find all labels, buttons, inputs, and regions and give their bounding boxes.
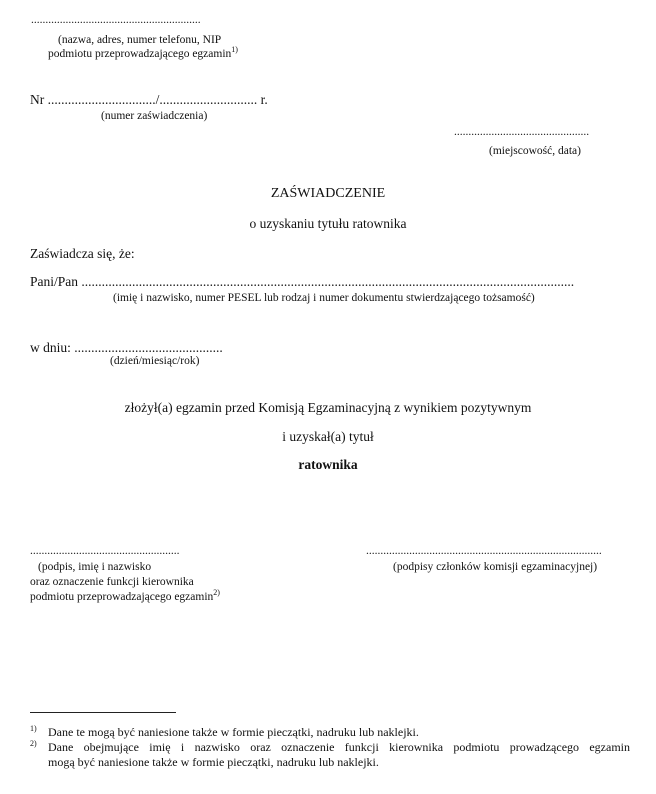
signature-left-line3: podmiotu przeprowadzającego egzamin$^{2)}$ (30, 588, 220, 603)
exam-statement: złożył(a) egzamin przed Komisją Egzaminacyjną z wynikiem pozytywnym (124, 400, 532, 415)
footnote-2-number: 2) (30, 739, 37, 748)
signature-right-dots: .................................................................................. (366, 545, 602, 557)
footnote-2-text-cont: mogą być naniesione także w formie pieczątki, nadruku lub naklejki. (48, 755, 379, 769)
place-date-label: (miejscowość, data) (489, 145, 581, 157)
footnote-1-text: Dane te mogą być naniesione także w formie pieczątki, nadruku lub naklejki. (48, 725, 419, 739)
rank-name: ratownika (298, 457, 358, 472)
certificate-number-label: (numer zaświadczenia) (101, 110, 208, 122)
person-label: (imię i nazwisko, numer PESEL lub rodzaj i numer dokumentu stwierdzającego tożsamość) (113, 292, 535, 304)
footnote-1-number: 1) (30, 724, 37, 733)
person-line: Pani/Pan .................................................................................................................................................. (30, 274, 575, 289)
footnote-ref-2: 2) (213, 588, 220, 598)
exam-date-line: w dniu: ............................................ (30, 340, 223, 355)
exam-date-label: (dzień/miesiąc/rok) (110, 355, 200, 367)
signature-left-line1: (podpis, imię i nazwisko (38, 561, 152, 573)
document-title: ZAŚWIADCZENIE (270, 186, 386, 201)
signature-left-line2: oraz oznaczenie funkcji kierownika (30, 576, 194, 588)
document-subtitle: o uzyskaniu tytułu ratownika (249, 216, 407, 231)
entity-dots: ........................................................... (31, 14, 201, 26)
footnote-ref-1: 1) (231, 45, 238, 55)
signature-left-dots: .................................................... (30, 545, 180, 557)
place-date-dots: ............................................... (454, 126, 590, 138)
certificate-number-line: Nr ................................/............................. r. (30, 92, 268, 107)
signature-right-label: (podpisy członków komisji egzaminacyjnej) (393, 561, 598, 573)
footnote-2-text: Dane obejmujące imię i nazwisko oraz oznaczenie funkcji kierownika podmiotu prowadzącego egzamin (48, 740, 630, 754)
footnote-separator (30, 712, 176, 713)
certify-text: Zaświadcza się, że: (30, 246, 135, 261)
title-statement: i uzyskał(a) tytuł (282, 429, 374, 444)
entity-label-line2: podmiotu przeprowadzającego egzamin$^{1)}$ (48, 45, 238, 60)
entity-label-line1: (nazwa, adres, numer telefonu, NIP (58, 34, 222, 46)
